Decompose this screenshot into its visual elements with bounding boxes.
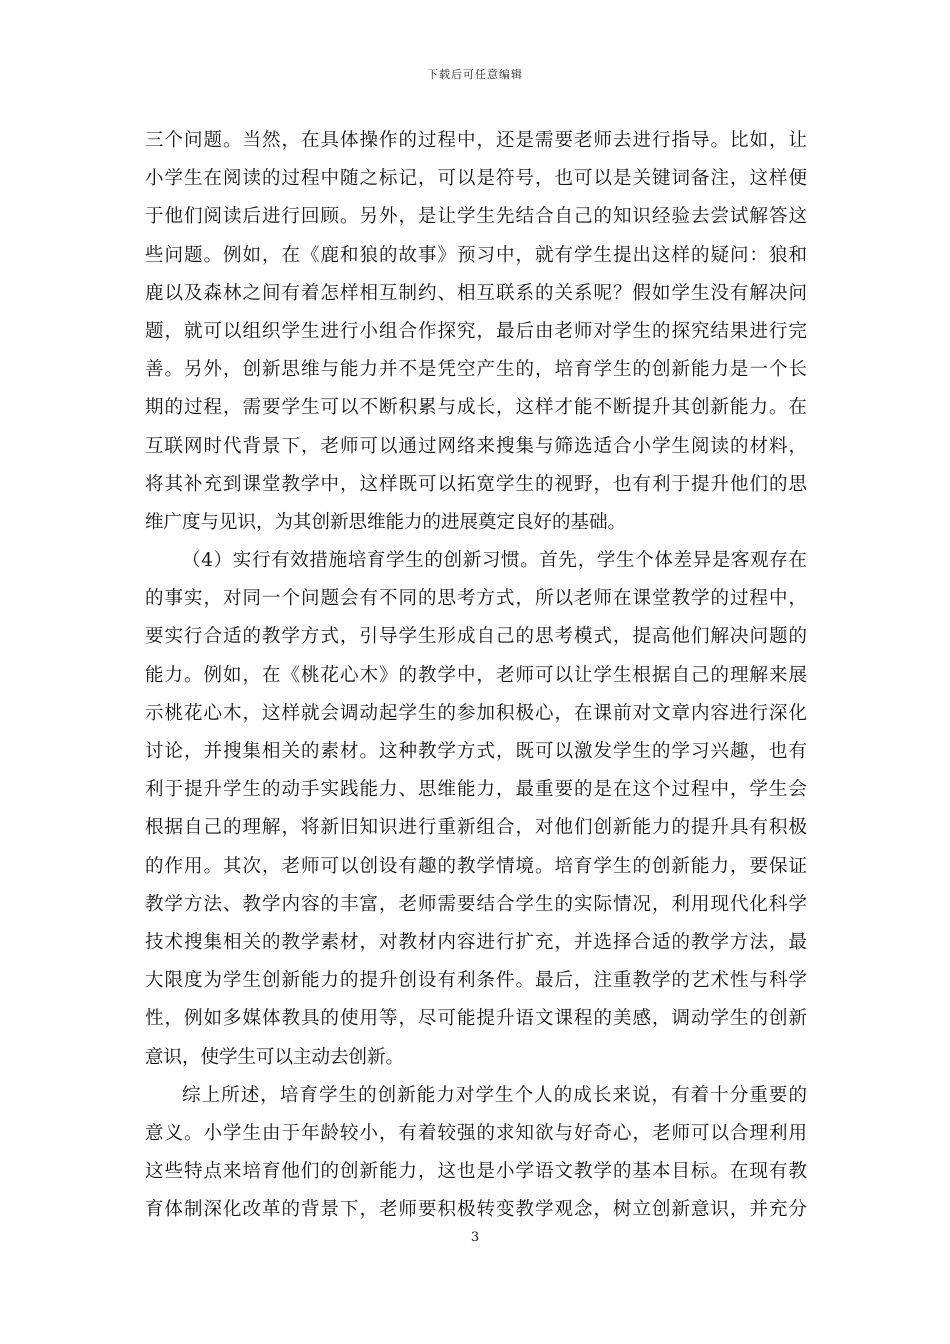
paragraph	[145, 1077, 807, 1230]
text-line: 的事实，对同一个问题会有不同的思考方式，所以老师在课堂教学的过程中，	[145, 588, 807, 610]
text-line: 大限度为学生创新能力的提升创设有利条件。最后，注重教学的艺术性与科学	[145, 970, 807, 992]
text-line: 教学方法、教学内容的丰富，老师需要结合学生的实际情况，利用现代化科学	[145, 893, 807, 915]
text-line: 意义。小学生由于年龄较小，有着较强的求知欲与好奇心，老师可以合理利用	[145, 1122, 807, 1144]
text-line: 性，例如多媒体教具的使用等，尽可能提升语文课程的美感，调动学生的创新	[145, 1008, 807, 1030]
text-line: 育体制深化改革的背景下，老师要积极转变教学观念，树立创新意识，并充分	[145, 1199, 807, 1221]
text-line: 小学生在阅读的过程中随之标记，可以是符号，也可以是关键词备注，这样便	[145, 168, 807, 190]
page-header: 下载后可任意编辑	[427, 68, 523, 81]
text-line: 互联网时代背景下，老师可以通过网络来搜集与筛选适合小学生阅读的材料，	[145, 435, 807, 457]
text-line: 将其补充到课堂教学中，这样既可以拓宽学生的视野，也有利于提升他们的思	[145, 473, 807, 495]
text-line: 期的过程，需要学生可以不断积累与成长，这样才能不断提升其创新能力。在	[145, 397, 807, 419]
text-line: 鹿以及森林之间有着怎样相互制约、相互联系的关系呢？假如学生没有解决问	[145, 282, 807, 304]
text-line: 意识，使学生可以主动去创新。	[145, 1046, 405, 1068]
text-line: （4）实行有效措施培育学生的创新习惯。首先，学生个体差异是客观存在	[182, 550, 807, 572]
text-line: 示桃花心木，这样就会调动起学生的参加积极心，在课前对文章内容进行深化	[145, 702, 807, 724]
text-line: 三个问题。当然，在具体操作的过程中，还是需要老师去进行指导。比如，让	[145, 130, 807, 151]
text-line: 根据自己的理解，将新旧知识进行重新组合，对他们创新能力的提升具有积极	[145, 817, 807, 839]
text-line: 技术搜集相关的教学素材，对教材内容进行扩充，并选择合适的教学方法，最	[145, 931, 807, 953]
text-line: 利于提升学生的动手实践能力、思维能力，最重要的是在这个过程中，学生会	[145, 779, 807, 801]
text-line: 的作用。其次，老师可以创设有趣的教学情境。培育学生的创新能力，要保证	[145, 855, 807, 877]
text-line: 题，就可以组织学生进行小组合作探究，最后由老师对学生的探究结果进行完	[145, 320, 807, 342]
document-body	[145, 122, 807, 1229]
text-line: 能力。例如，在《桃花心木》的教学中，老师可以让学生根据自己的理解来展	[145, 664, 807, 686]
text-line: 维广度与见识，为其创新思维能力的进展奠定良好的基础。	[145, 511, 627, 533]
text-line: 讨论，并搜集相关的素材。这种教学方式，既可以激发学生的学习兴趣，也有	[145, 741, 807, 762]
page-number: 3	[470, 1230, 480, 1245]
text-line: 这些特点来培育他们的创新能力，这也是小学语文教学的基本目标。在现有教	[145, 1161, 807, 1183]
text-line: 要实行合适的教学方式，引导学生形成自己的思考模式，提高他们解决问题的	[145, 626, 807, 648]
paragraph	[145, 542, 807, 1077]
paragraph	[145, 122, 807, 542]
text-line: 些问题。例如，在《鹿和狼的故事》预习中，就有学生提出这样的疑问：狼和	[145, 244, 807, 266]
text-line: 善。另外，创新思维与能力并不是凭空产生的，培育学生的创新能力是一个长	[145, 359, 807, 381]
text-line: 于他们阅读后进行回顾。另外，是让学生先结合自己的知识经验去尝试解答这	[145, 206, 807, 228]
text-line: 综上所述，培育学生的创新能力对学生个人的成长来说，有着十分重要的	[182, 1084, 807, 1106]
